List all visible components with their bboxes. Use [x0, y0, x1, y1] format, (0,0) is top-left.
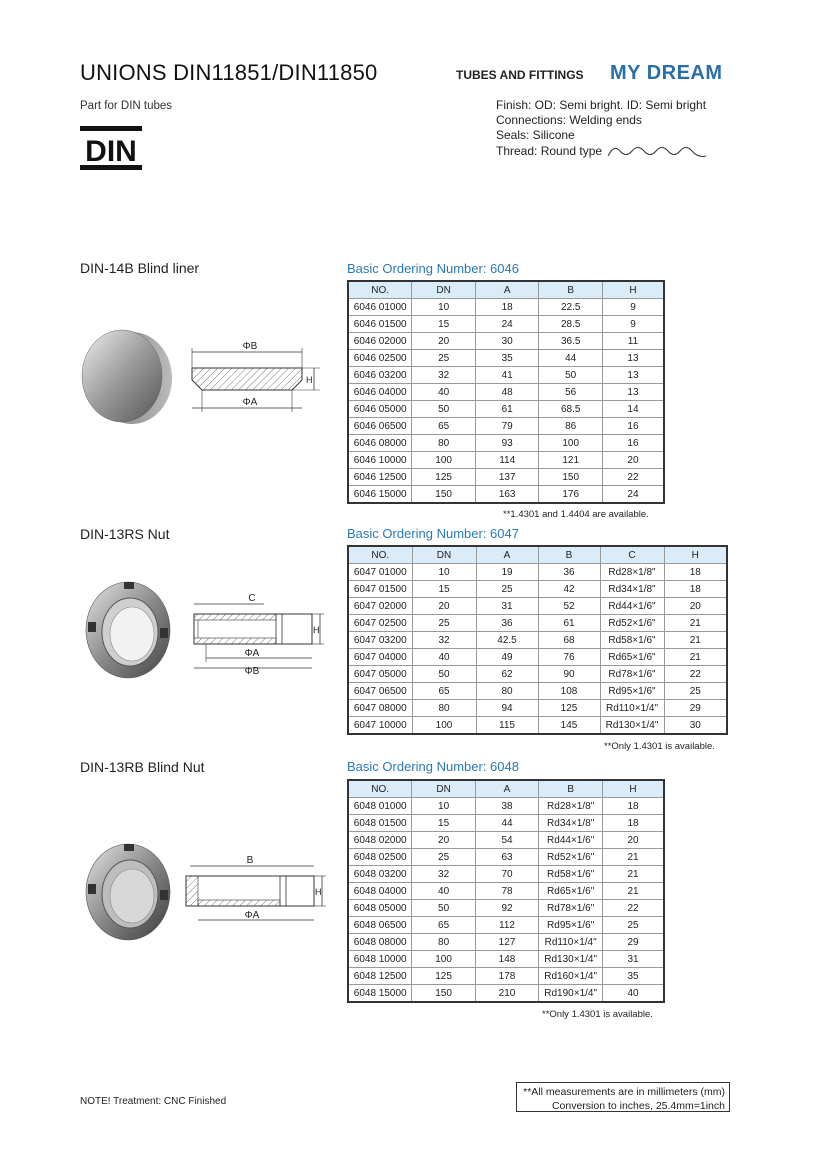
table-cell: Rd78×1/6" [600, 666, 664, 683]
table-cell: 79 [475, 418, 539, 435]
table-cell: Rd44×1/6" [539, 832, 603, 849]
table-cell: 28.5 [539, 316, 603, 333]
table-cell: 115 [476, 717, 538, 735]
table-header-row [348, 546, 727, 564]
table-cell: 15 [412, 815, 475, 832]
table-cell: 44 [539, 350, 603, 367]
table-cell: 80 [412, 700, 476, 717]
table-cell: 121 [539, 452, 603, 469]
table-cell: 108 [538, 683, 600, 700]
thread-wave-icon [606, 142, 710, 160]
column-header: B [538, 546, 600, 564]
table-row [348, 316, 664, 333]
table-row [348, 985, 664, 1003]
svg-text:ΦA: ΦA [244, 648, 260, 659]
table-cell: 6048 10000 [348, 951, 412, 968]
table-cell: 13 [602, 367, 664, 384]
table-cell: 22 [603, 900, 664, 917]
table-cell: 6048 02500 [348, 849, 412, 866]
table-cell: 6047 03200 [348, 632, 412, 649]
table-blind-liner [347, 280, 665, 504]
table-row [348, 384, 664, 401]
table-cell: 15 [412, 581, 476, 598]
table-cell: 20 [412, 333, 476, 350]
table-cell: 31 [603, 951, 664, 968]
table-cell: 112 [475, 917, 538, 934]
svg-text:H: H [306, 375, 313, 385]
table-cell: 20 [602, 452, 664, 469]
column-header: B [539, 780, 603, 798]
table-cell: 41 [475, 367, 539, 384]
table-cell: 21 [603, 883, 664, 900]
table-cell: 35 [603, 968, 664, 985]
table-cell: 6046 05000 [348, 401, 412, 418]
table-cell: 6046 04000 [348, 384, 412, 401]
table-cell: 178 [475, 968, 538, 985]
table-cell: 18 [475, 299, 539, 316]
table-cell: 36.5 [539, 333, 603, 350]
table-cell: 25 [476, 581, 538, 598]
table-cell: 6047 04000 [348, 649, 412, 666]
table-row [348, 883, 664, 900]
table-cell: 20 [412, 832, 475, 849]
table-cell: 6046 15000 [348, 486, 412, 504]
table-cell: 6048 06500 [348, 917, 412, 934]
table-row [348, 401, 664, 418]
footnote-6046: **1.4301 and 1.4404 are available. [503, 509, 649, 520]
table-cell: 6047 01500 [348, 581, 412, 598]
table-cell: 150 [412, 486, 476, 504]
svg-text:ΦB: ΦB [244, 666, 260, 674]
table-cell: 94 [476, 700, 538, 717]
table-cell: 63 [475, 849, 538, 866]
table-cell: 150 [412, 985, 475, 1003]
table-cell: Rd65×1/6" [600, 649, 664, 666]
table-cell: 40 [412, 883, 475, 900]
nut-drawing [186, 590, 326, 674]
page-subtitle: Part for DIN tubes [80, 100, 173, 112]
table-cell: 150 [539, 469, 603, 486]
measurement-note-line-1: **All measurements are in millimeters (mm) [523, 1086, 725, 1098]
table-cell: 44 [475, 815, 538, 832]
table-cell: 35 [475, 350, 539, 367]
table-cell: 6048 08000 [348, 934, 412, 951]
column-header: A [476, 546, 538, 564]
table-cell: 6047 10000 [348, 717, 412, 735]
table-cell: 6047 05000 [348, 666, 412, 683]
table-cell: 6048 15000 [348, 985, 412, 1003]
spec-connections: Connections: Welding ends [496, 113, 642, 127]
measurement-note-line-2: Conversion to inches, 25.4mm=1inch [551, 1100, 725, 1112]
blind-nut-drawing [180, 852, 326, 926]
section-title-blind-liner: DIN-14B Blind liner [80, 260, 200, 276]
table-cell: 30 [664, 717, 727, 735]
table-cell: 65 [412, 917, 475, 934]
table-cell: 6047 01000 [348, 564, 412, 581]
table-cell: 9 [602, 316, 664, 333]
table-row [348, 798, 664, 815]
column-header: NO. [348, 546, 412, 564]
table-cell: 21 [664, 615, 727, 632]
table-blind-nut [347, 779, 665, 1003]
table-cell: 148 [475, 951, 538, 968]
table-cell: Rd52×1/6" [600, 615, 664, 632]
table-cell: 61 [538, 615, 600, 632]
table-cell: 21 [664, 649, 727, 666]
table-cell: Rd78×1/6" [539, 900, 603, 917]
table-row [348, 367, 664, 384]
table-cell: 32 [412, 632, 476, 649]
column-header: DN [412, 281, 476, 299]
table-row [348, 666, 727, 683]
table-cell: 137 [475, 469, 539, 486]
table-row [348, 649, 727, 666]
table-cell: 90 [538, 666, 600, 683]
table-cell: 19 [476, 564, 538, 581]
section-title-blind-nut: DIN-13RB Blind Nut [80, 759, 205, 775]
table-cell: 92 [475, 900, 538, 917]
table-cell: 6048 01000 [348, 798, 412, 815]
table-cell: Rd65×1/6" [539, 883, 603, 900]
table-cell: 18 [603, 815, 664, 832]
table-cell: 86 [539, 418, 603, 435]
svg-text:H: H [315, 887, 322, 897]
svg-text:ΦB: ΦB [242, 341, 258, 352]
table-cell: 29 [664, 700, 727, 717]
table-cell: Rd58×1/6" [600, 632, 664, 649]
table-cell: 6047 02000 [348, 598, 412, 615]
table-cell: 40 [412, 649, 476, 666]
table-cell: 16 [602, 435, 664, 452]
column-header: C [600, 546, 664, 564]
page-title: UNIONS DIN11851/DIN11850 [80, 60, 378, 85]
table-cell: 100 [412, 452, 476, 469]
table-cell: 36 [538, 564, 600, 581]
table-cell: 6046 12500 [348, 469, 412, 486]
table-cell: 18 [664, 564, 727, 581]
table-cell: 6046 01000 [348, 299, 412, 316]
table-cell: 20 [412, 598, 476, 615]
table-cell: 21 [664, 632, 727, 649]
table-cell: Rd190×1/4" [539, 985, 603, 1003]
table-cell: 16 [602, 418, 664, 435]
table-cell: 48 [475, 384, 539, 401]
svg-text:C: C [248, 593, 256, 604]
table-cell: 6048 03200 [348, 866, 412, 883]
column-header: DN [412, 780, 475, 798]
table-cell: 10 [412, 564, 476, 581]
table-cell: Rd28×1/8" [539, 798, 603, 815]
table-cell: 36 [476, 615, 538, 632]
svg-text:ΦA: ΦA [242, 397, 258, 408]
table-cell: 100 [539, 435, 603, 452]
table-row [348, 598, 727, 615]
table-cell: 6046 01500 [348, 316, 412, 333]
spec-seals: Seals: Silicone [496, 128, 575, 142]
table-cell: 78 [475, 883, 538, 900]
table-cell: 50 [412, 666, 476, 683]
table-cell: Rd110×1/4" [539, 934, 603, 951]
table-cell: 6048 05000 [348, 900, 412, 917]
column-header: H [664, 546, 727, 564]
section-title-nut: DIN-13RS Nut [80, 526, 170, 542]
table-cell: 22.5 [539, 299, 603, 316]
column-header: DN [412, 546, 476, 564]
table-cell: 25 [412, 849, 475, 866]
table-cell: 11 [602, 333, 664, 350]
table-row [348, 951, 664, 968]
table-cell: 125 [412, 469, 476, 486]
table-cell: 25 [412, 350, 476, 367]
column-header: H [603, 780, 664, 798]
ordering-number-6048: Basic Ordering Number: 6048 [347, 759, 519, 774]
table-cell: 50 [412, 900, 475, 917]
column-header: NO. [348, 780, 412, 798]
table-header-row [348, 780, 664, 798]
column-header: H [602, 281, 664, 299]
table-cell: Rd34×1/8" [600, 581, 664, 598]
table-row [348, 900, 664, 917]
table-cell: 114 [475, 452, 539, 469]
table-cell: 25 [603, 917, 664, 934]
table-row [348, 917, 664, 934]
table-cell: Rd52×1/6" [539, 849, 603, 866]
table-header-row [348, 281, 664, 299]
table-cell: Rd95×1/6" [539, 917, 603, 934]
table-row [348, 435, 664, 452]
table-cell: 30 [475, 333, 539, 350]
table-cell: 68 [538, 632, 600, 649]
column-header: B [539, 281, 603, 299]
table-row [348, 815, 664, 832]
table-cell: Rd130×1/4" [539, 951, 603, 968]
table-cell: 18 [603, 798, 664, 815]
brand-name: MY DREAM [610, 62, 723, 84]
table-cell: 6046 02000 [348, 333, 412, 350]
column-header: NO. [348, 281, 412, 299]
din-logo [80, 126, 142, 170]
table-row [348, 581, 727, 598]
table-cell: 52 [538, 598, 600, 615]
table-row [348, 866, 664, 883]
table-cell: 68.5 [539, 401, 603, 418]
table-cell: 6048 01500 [348, 815, 412, 832]
table-row [348, 469, 664, 486]
ordering-number-6047: Basic Ordering Number: 6047 [347, 526, 519, 541]
table-cell: 6047 06500 [348, 683, 412, 700]
table-cell: 50 [412, 401, 476, 418]
table-cell: 6046 08000 [348, 435, 412, 452]
table-cell: 22 [602, 469, 664, 486]
footnote-6047: **Only 1.4301 is available. [604, 741, 715, 752]
table-cell: 42.5 [476, 632, 538, 649]
table-cell: 9 [602, 299, 664, 316]
table-cell: 6047 08000 [348, 700, 412, 717]
table-cell: 65 [412, 418, 476, 435]
table-cell: 100 [412, 951, 475, 968]
table-row [348, 832, 664, 849]
table-row [348, 350, 664, 367]
table-cell: 6046 06500 [348, 418, 412, 435]
table-row [348, 486, 664, 504]
blind-nut-photo [74, 840, 174, 944]
table-row [348, 700, 727, 717]
table-cell: 18 [664, 581, 727, 598]
table-cell: Rd130×1/4" [600, 717, 664, 735]
table-row [348, 418, 664, 435]
table-cell: Rd110×1/4" [600, 700, 664, 717]
ordering-number-6046: Basic Ordering Number: 6046 [347, 261, 519, 276]
table-cell: 145 [538, 717, 600, 735]
table-cell: 125 [538, 700, 600, 717]
table-row [348, 615, 727, 632]
table-row [348, 452, 664, 469]
table-cell: Rd160×1/4" [539, 968, 603, 985]
table-cell: 21 [603, 866, 664, 883]
table-cell: 50 [539, 367, 603, 384]
table-cell: 125 [412, 968, 475, 985]
table-row [348, 849, 664, 866]
table-cell: 31 [476, 598, 538, 615]
svg-text:H: H [313, 625, 320, 635]
table-cell: 70 [475, 866, 538, 883]
table-cell: 6046 10000 [348, 452, 412, 469]
table-row [348, 632, 727, 649]
table-cell: 80 [412, 435, 476, 452]
measurement-note-box [516, 1082, 730, 1112]
table-cell: 6048 04000 [348, 883, 412, 900]
table-cell: 40 [412, 384, 476, 401]
table-row [348, 564, 727, 581]
table-cell: 62 [476, 666, 538, 683]
table-row [348, 968, 664, 985]
table-cell: 6046 03200 [348, 367, 412, 384]
table-cell: 20 [603, 832, 664, 849]
svg-text:DIN: DIN [85, 135, 137, 168]
table-cell: 25 [412, 615, 476, 632]
table-cell: 61 [475, 401, 539, 418]
table-cell: 42 [538, 581, 600, 598]
svg-text:B: B [246, 855, 254, 866]
table-cell: 24 [602, 486, 664, 504]
table-row [348, 934, 664, 951]
table-cell: Rd44×1/6" [600, 598, 664, 615]
table-cell: 32 [412, 367, 476, 384]
table-cell: 21 [603, 849, 664, 866]
table-cell: 93 [475, 435, 539, 452]
table-cell: 100 [412, 717, 476, 735]
brand-label: TUBES AND FITTINGS [456, 68, 584, 82]
table-cell: 56 [539, 384, 603, 401]
column-header: A [475, 780, 538, 798]
table-cell: 15 [412, 316, 476, 333]
table-cell: Rd95×1/6" [600, 683, 664, 700]
footnote-6048: **Only 1.4301 is available. [542, 1009, 653, 1020]
table-cell: 22 [664, 666, 727, 683]
table-cell: 10 [412, 798, 475, 815]
table-cell: 80 [476, 683, 538, 700]
table-cell: 6048 12500 [348, 968, 412, 985]
table-cell: 38 [475, 798, 538, 815]
table-row [348, 717, 727, 735]
table-cell: 6046 02500 [348, 350, 412, 367]
svg-text:ΦA: ΦA [244, 910, 260, 921]
blind-liner-drawing [186, 336, 326, 416]
table-cell: 32 [412, 866, 475, 883]
spec-finish: Finish: OD: Semi bright. ID: Semi bright [496, 98, 707, 112]
table-row [348, 299, 664, 316]
table-cell: 54 [475, 832, 538, 849]
table-nut [347, 545, 728, 735]
table-cell: 176 [539, 486, 603, 504]
table-cell: 40 [603, 985, 664, 1003]
table-cell: 127 [475, 934, 538, 951]
table-cell: 163 [475, 486, 539, 504]
table-cell: 29 [603, 934, 664, 951]
table-cell: 20 [664, 598, 727, 615]
table-cell: 6048 02000 [348, 832, 412, 849]
table-cell: 49 [476, 649, 538, 666]
table-cell: 25 [664, 683, 727, 700]
table-cell: 14 [602, 401, 664, 418]
column-header: A [475, 281, 539, 299]
table-cell: 65 [412, 683, 476, 700]
table-cell: 24 [475, 316, 539, 333]
table-cell: 13 [602, 384, 664, 401]
table-cell: 10 [412, 299, 476, 316]
table-cell: 76 [538, 649, 600, 666]
table-cell: Rd58×1/6" [539, 866, 603, 883]
table-row [348, 333, 664, 350]
table-cell: Rd28×1/8" [600, 564, 664, 581]
table-cell: 6047 02500 [348, 615, 412, 632]
treatment-note: NOTE! Treatment: CNC Finished [80, 1096, 227, 1107]
nut-photo [74, 578, 174, 682]
table-cell: 13 [602, 350, 664, 367]
table-cell: 80 [412, 934, 475, 951]
table-cell: 210 [475, 985, 538, 1003]
spec-thread: Thread: Round type [496, 144, 603, 158]
blind-liner-photo [74, 318, 174, 428]
table-row [348, 683, 727, 700]
table-cell: Rd34×1/8" [539, 815, 603, 832]
